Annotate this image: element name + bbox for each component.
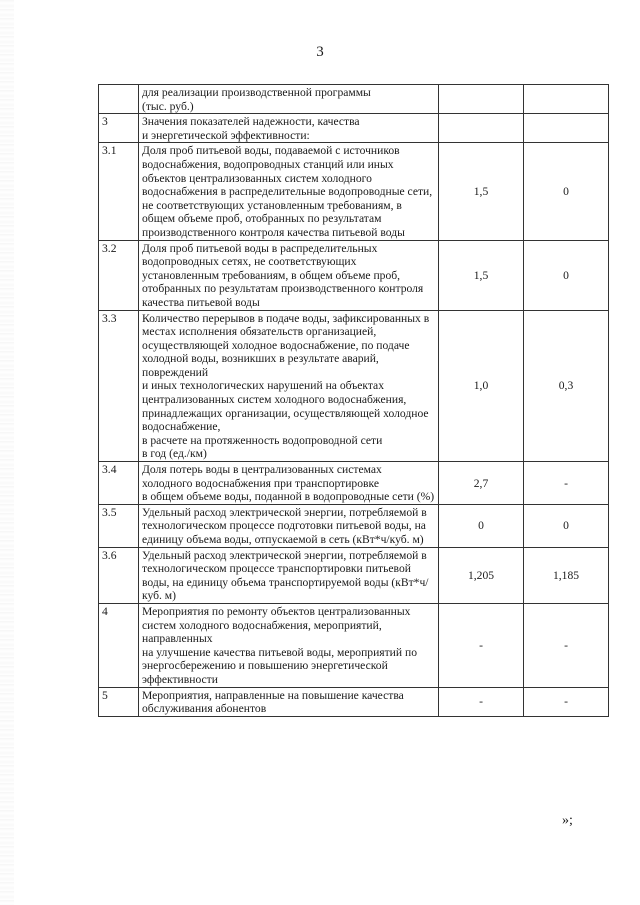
row-text-cell: Количество перерывов в подаче воды, зафиксированных в местах исполнения обязательств организацией, осуществляющей холодное водоснабжение, по подаче холодной воды, возникших в результате аварий, повреждений и иных технологических нарушений на объектах централизованных систем холодного водоснабжения, принадлежащих организации, осуществляющей холодное водоснабжение, в расчете на протяженность водопроводной сети в год (ед./км) xyxy=(139,310,439,462)
table-row xyxy=(99,603,609,687)
row-number-cell: 3.6 xyxy=(99,547,139,603)
value-2-cell: - xyxy=(524,603,609,687)
row-text-cell: Доля потерь воды в централизованных системах холодного водоснабжения при транспортировке в общем объеме воды, поданной в водопроводные сети (%) xyxy=(139,462,439,505)
value-2-cell: - xyxy=(524,462,609,505)
table-row xyxy=(99,504,609,547)
value-1-cell: - xyxy=(439,687,524,716)
row-number-cell: 5 xyxy=(99,687,139,716)
value-2-cell xyxy=(524,85,609,114)
table-row xyxy=(99,143,609,240)
value-1-cell: 1,0 xyxy=(439,310,524,462)
row-text-cell: Доля проб питьевой воды в распределительных водопроводных сетях, не соответствующих установленным требованиям, в общем объеме проб, отобранных по результатам производственного контроля качества питьевой воды xyxy=(139,240,439,310)
row-text-cell: Мероприятия по ремонту объектов централизованных систем холодного водоснабжения, мероприятий, направленных на улучшение качества питьевой воды, мероприятий по энергосбережению и повышению энергетической эффективности xyxy=(139,603,439,687)
value-2-cell: 0,3 xyxy=(524,310,609,462)
table-row xyxy=(99,240,609,310)
value-2-cell: 0 xyxy=(524,240,609,310)
row-text-cell: Удельный расход электрической энергии, потребляемой в технологическом процессе транспортировки питьевой воды, на единицу объема транспортируемой воды (кВт*ч/куб. м) xyxy=(139,547,439,603)
row-number-cell: 3.3 xyxy=(99,310,139,462)
row-number-cell: 3 xyxy=(99,114,139,143)
table-row xyxy=(99,85,609,114)
value-1-cell: - xyxy=(439,603,524,687)
table-row xyxy=(99,547,609,603)
value-1-cell: 2,7 xyxy=(439,462,524,505)
value-1-cell: 0 xyxy=(439,504,524,547)
row-text-cell: Доля проб питьевой воды, подаваемой с источников водоснабжения, водопроводных станций или иных объектов централизованных систем холодного водоснабжения в распределительные водопроводные сети, не соответствующих установленным требованиям, в общем объеме проб, отобранных по результатам производственного контроля качества питьевой воды xyxy=(139,143,439,240)
row-number-cell: 3.2 xyxy=(99,240,139,310)
value-2-cell: 1,185 xyxy=(524,547,609,603)
value-2-cell: 0 xyxy=(524,143,609,240)
row-number-cell: 4 xyxy=(99,603,139,687)
row-number-cell: 3.5 xyxy=(99,504,139,547)
row-text-cell: Мероприятия, направленные на повышение качества обслуживания абонентов xyxy=(139,687,439,716)
value-2-cell: - xyxy=(524,687,609,716)
value-2-cell: 0 xyxy=(524,504,609,547)
row-text-cell: Значения показателей надежности, качества и энергетической эффективности: xyxy=(139,114,439,143)
row-text-cell: Удельный расход электрической энергии, потребляемой в технологическом процессе подготовки питьевой воды, на единицу объема воды, отпускаемой в сеть (кВт*ч/куб. м) xyxy=(139,504,439,547)
row-number-cell: 3.4 xyxy=(99,462,139,505)
row-number-cell xyxy=(99,85,139,114)
value-1-cell: 1,5 xyxy=(439,240,524,310)
value-1-cell xyxy=(439,85,524,114)
value-1-cell: 1,5 xyxy=(439,143,524,240)
row-text-cell: для реализации производственной программы (тыс. руб.) xyxy=(139,85,439,114)
table-row xyxy=(99,687,609,716)
closing-quote-mark: »; xyxy=(562,813,573,828)
scan-margin xyxy=(0,0,14,905)
table-row xyxy=(99,310,609,462)
indicators-table xyxy=(98,84,609,717)
value-2-cell xyxy=(524,114,609,143)
table-row xyxy=(99,114,609,143)
value-1-cell xyxy=(439,114,524,143)
page-number: 3 xyxy=(316,44,324,60)
table-row xyxy=(99,462,609,505)
row-number-cell: 3.1 xyxy=(99,143,139,240)
value-1-cell: 1,205 xyxy=(439,547,524,603)
